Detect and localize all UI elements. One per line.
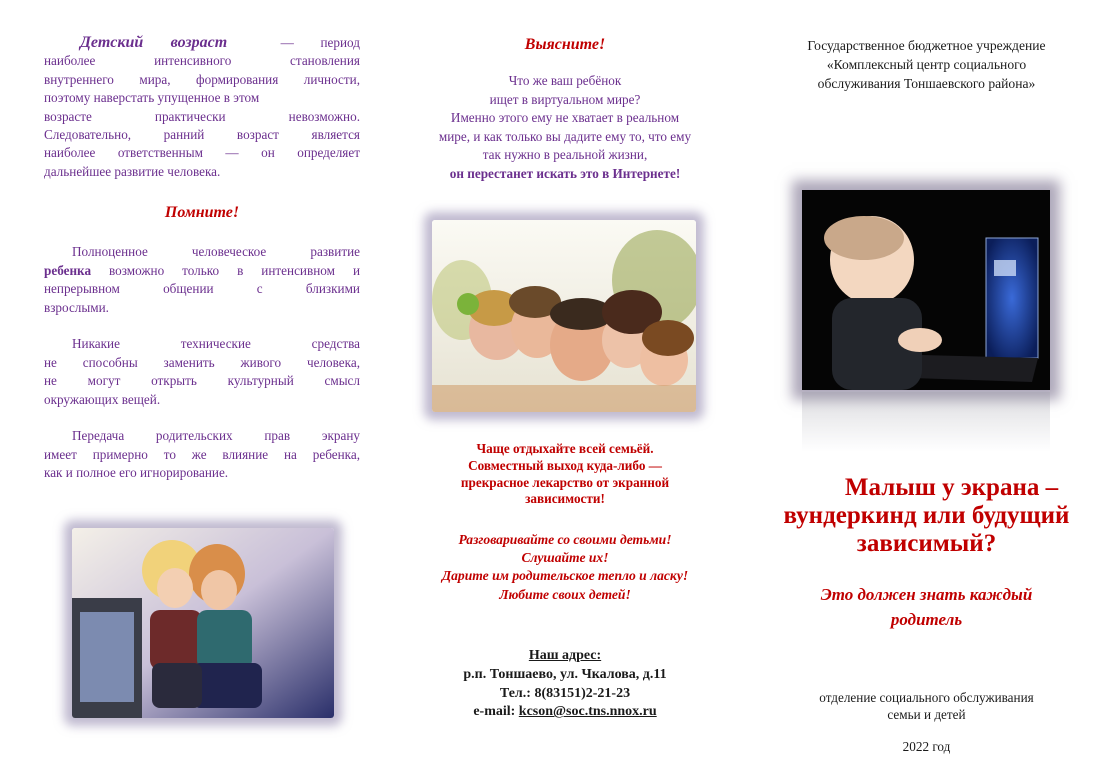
brochure-subtitle: Это должен знать каждый родитель [820,585,1033,629]
find-out-heading: Выясните! [524,36,606,53]
happy-family-image [432,220,696,412]
middle-panel [400,0,730,781]
remember-heading: Помните! [164,204,240,221]
virtual-world-question: Что же ваш ребёнок ищет в виртуальном мире? Именно этого ему не хватает в реальном мире, и как только вы дадите ему то, что ему так нужно в реальной жизни, он перестанет искать это в Интернете! [438,73,692,181]
phone-number: Тел.: 8(83151)2-21-23 [499,685,631,701]
talk-to-children-tips: Разговаривайте со своими детьми! Слушайте их! Дарите им родительское тепло и ласку! Любите своих детей! [441,532,689,602]
baby-at-laptop-image [802,190,1050,390]
left-panel [0,0,400,781]
department-name: отделение социального обслуживания семьи и детей [819,690,1034,722]
intro-lead-word: Детский возраст [80,34,228,51]
year: 2022 год [902,739,951,754]
email-line: e-mail: kcson@soc.tns.nnox.ru [473,704,657,720]
photo-reflection [802,392,1050,452]
street-address: р.п. Тоншаево, ул. Чкалова, д.11 [463,666,667,682]
happy-family-photo [432,220,696,412]
technical-means-paragraph: Никакие технические средства не способны заменить живого человека, не могут открыть культурный смысл окружающих вещей. [44,336,360,407]
address-block [400,647,730,722]
email-link[interactable]: kcson@soc.tns.nnox.ru [518,704,657,720]
development-paragraph: Полноценное человеческое развитие ребенка возможно только в интенсивном и непрерывном общении с близкими взрослыми. [44,244,360,315]
family-rest-tip: Чаще отдыхайте всей семьёй. Совместный выход куда-либо — прекрасное лекарство от экранной зависимости! [460,441,670,507]
intro-paragraph: Детский возраст — период наиболее интенсивного становления внутреннего мира, формирования личности, поэтому наверстать упущенное в этом возрасте практически невозможно. Следовательно, ранний возраст является наиболее ответственным — он определяет дальнейшее развитие человека. [44,34,360,179]
children-watching-tv-image [72,528,334,718]
address-heading: Наш адрес: [528,648,602,663]
right-panel [740,0,1113,781]
children-watching-tv-photo [72,528,334,718]
parental-rights-paragraph: Передача родительских прав экрану имеет примерно то же влияние на ребенка, как и полное его игнорирование. [44,428,360,481]
baby-at-laptop-photo [802,190,1050,390]
brochure-title: Малыш у экрана – вундеркинд или будущий зависимый? [783,474,1070,557]
organization-name: Государственное бюджетное учреждение «Комплексный центр социального обслуживания Тоншаевского района» [807,38,1046,91]
